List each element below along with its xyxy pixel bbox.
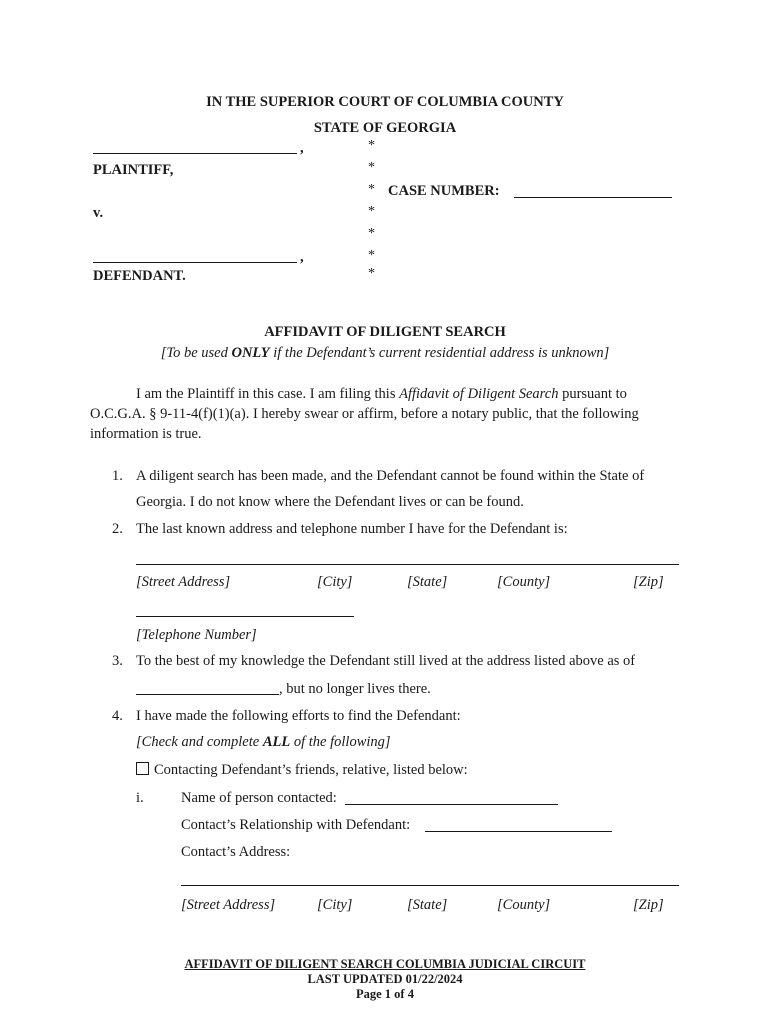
item-number: 2.: [112, 521, 123, 537]
subtitle-post: if the Defendant’s current residential address is unknown]: [269, 345, 610, 361]
intro-part2: pursuant to: [558, 386, 627, 402]
contact-address-line[interactable]: [181, 885, 679, 886]
contact-friends-checkbox[interactable]: [136, 762, 149, 775]
caption-star: *: [368, 204, 375, 219]
item-number: 3.: [112, 653, 123, 669]
footer-title: AFFIDAVIT OF DILIGENT SEARCH COLUMBIA JUDICIAL CIRCUIT: [184, 957, 586, 971]
telephone-label: [Telephone Number]: [136, 627, 257, 643]
item-number: 4.: [112, 708, 123, 724]
street-address-label: [Street Address]: [136, 574, 231, 590]
item-2-text: The last known address and telephone number I have for the Defendant is:: [136, 521, 568, 537]
item-1-line-1: A diligent search has been made, and the Defendant cannot be found within the State of: [136, 468, 645, 484]
intro-italic: Affidavit of Diligent Search: [399, 386, 559, 402]
document-title: AFFIDAVIT OF DILIGENT SEARCH: [264, 324, 506, 340]
city-label: [City]: [317, 574, 353, 590]
street-address-label: [Street Address]: [181, 897, 276, 913]
last-known-date-line[interactable]: [136, 694, 279, 695]
contact-name-label: Name of person contacted:: [181, 790, 337, 806]
county-label: [County]: [497, 574, 551, 590]
document-subtitle: [0, 345, 770, 362]
intro-part1: I am the Plaintiff in this case. I am filing this: [136, 386, 400, 402]
item-4-text: I have made the following efforts to find the Defendant:: [136, 708, 461, 724]
item-3-line-1: To the best of my knowledge the Defendant still lived at the address listed above as of: [136, 653, 636, 669]
item-1-line-2: Georgia. I do not know where the Defendant lives or can be found.: [136, 494, 524, 510]
caption-star: *: [368, 248, 375, 263]
contact-friends-option[interactable]: [136, 762, 468, 779]
state-heading: STATE OF GEORGIA: [313, 120, 457, 136]
plaintiff-name-line[interactable]: [93, 153, 297, 154]
plaintiff-label: PLAINTIFF,: [93, 162, 174, 178]
defendant-name-line[interactable]: [93, 262, 297, 263]
check-instructions: [136, 734, 391, 751]
county-label: [County]: [497, 897, 551, 913]
caption-star: *: [368, 138, 375, 153]
intro-line-2: O.C.G.A. § 9-11-4(f)(1)(a). I hereby swear or affirm, before a notary public, that the following: [90, 406, 639, 422]
footer-updated: LAST UPDATED 01/22/2024: [307, 972, 463, 986]
zip-label: [Zip]: [633, 897, 664, 913]
subtitle-pre: [To be used: [160, 345, 232, 361]
page-number: Page 1 of 4: [356, 987, 414, 1001]
telephone-line[interactable]: [136, 616, 354, 617]
item-number: 1.: [112, 468, 123, 484]
case-number-label: CASE NUMBER:: [388, 183, 500, 199]
state-label: [State]: [407, 897, 448, 913]
contact-address-label: Contact’s Address:: [181, 844, 291, 860]
caption-star: *: [368, 266, 375, 281]
check-bold: ALL: [262, 734, 291, 750]
contact-relationship-line[interactable]: [425, 831, 612, 832]
intro-line-1: [136, 386, 627, 403]
intro-line-3: information is true.: [90, 426, 202, 442]
plaintiff-comma: ,: [300, 140, 304, 156]
last-address-line[interactable]: [136, 564, 679, 565]
versus-label: v.: [93, 205, 104, 221]
defendant-label: DEFENDANT.: [93, 268, 186, 284]
contact-relationship-label: Contact’s Relationship with Defendant:: [181, 817, 411, 833]
caption-star: *: [368, 226, 375, 241]
court-heading: IN THE SUPERIOR COURT OF COLUMBIA COUNTY: [206, 94, 564, 110]
caption-star: *: [368, 160, 375, 175]
subtitle-bold: ONLY: [231, 345, 270, 361]
caption-star: *: [368, 182, 375, 197]
contact-friends-label: Contacting Defendant’s friends, relative, listed below:: [154, 762, 468, 778]
state-label: [State]: [407, 574, 448, 590]
item-3-line-2: , but no longer lives there.: [279, 681, 431, 697]
case-number-line[interactable]: [514, 197, 672, 198]
zip-label: [Zip]: [633, 574, 664, 590]
defendant-comma: ,: [300, 249, 304, 265]
check-post: of the following]: [290, 734, 391, 750]
roman-numeral: i.: [136, 790, 144, 806]
city-label: [City]: [317, 897, 353, 913]
check-pre: [Check and complete: [136, 734, 263, 750]
contact-name-line[interactable]: [345, 804, 558, 805]
